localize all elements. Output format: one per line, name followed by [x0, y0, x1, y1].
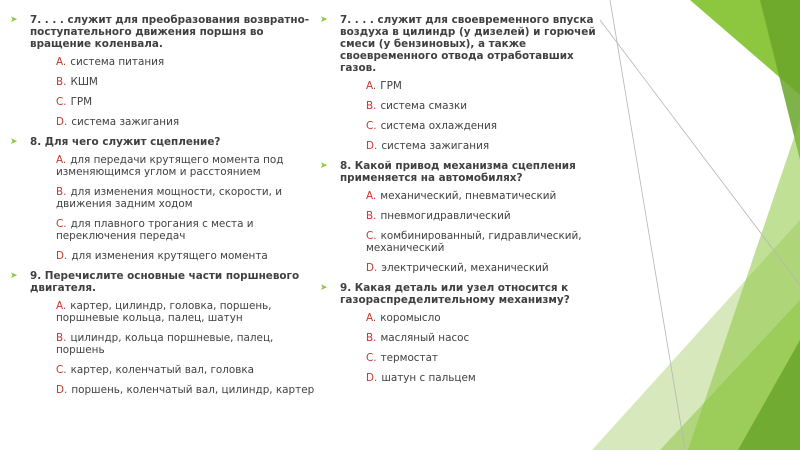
- answer-8d-right: D. электрический, механический: [366, 262, 549, 274]
- answer-8a-left: A. для передачи крутящего момента под изменяющимся углом и расстоянием: [56, 154, 284, 178]
- bullet-arrow-icon: ➤: [320, 161, 328, 171]
- right-column: [320, 14, 602, 392]
- answer-9a-left: A. картер, цилиндр, головка, поршень, поршневые кольца, палец, шатун: [56, 300, 272, 324]
- left-column: [10, 14, 322, 404]
- question-8-right: ➤ 8. Какой привод механизма сцепления применяется на автомобилях?: [320, 160, 576, 184]
- answer-7b-left: B. КШМ: [56, 76, 98, 88]
- answer-8d-left: D. для изменения крутящего момента: [56, 250, 268, 262]
- answer-8c-left: C. для плавного трогания с места и переключения передач: [56, 218, 254, 242]
- bullet-arrow-icon: ➤: [320, 15, 328, 25]
- answer-8a-right: A. механический, пневматический: [366, 190, 557, 202]
- answer-8b-right: B. пневмогидравлический: [366, 210, 511, 222]
- question-7-left: ➤ 7. . . . служит для преобразования возвратно-поступательного движения поршня во вращение коленвала.: [10, 14, 310, 50]
- question-9-right: ➤ 9. Какая деталь или узел относится к газораспределительному механизму?: [320, 282, 570, 306]
- answer-9b-right: B. масляный насос: [366, 332, 470, 344]
- bullet-arrow-icon: ➤: [10, 15, 18, 25]
- top-dark-green-triangle: [760, 0, 800, 160]
- answer-9d-left: D. поршень, коленчатый вал, цилиндр, картер: [56, 384, 315, 396]
- answer-7d-left: D. система зажигания: [56, 116, 180, 128]
- question-9-left: ➤ 9. Перечислите основные части поршневого двигателя.: [10, 270, 300, 294]
- answer-7d-right: D. система зажигания: [366, 140, 490, 152]
- bullet-arrow-icon: ➤: [10, 137, 18, 147]
- answer-9c-right: C. термостат: [366, 352, 438, 364]
- answer-7a-right: A. ГРМ: [366, 80, 402, 92]
- bullet-arrow-icon: ➤: [320, 283, 328, 293]
- bullet-arrow-icon: ➤: [10, 271, 18, 281]
- answer-8b-left: B. для изменения мощности, скорости, и движения задним ходом: [56, 186, 283, 210]
- thin-diagonal-line-1: [610, 0, 685, 450]
- answer-7a-left: A. система питания: [56, 56, 165, 68]
- answer-9b-left: B. цилиндр, кольца поршневые, палец, поршень: [56, 332, 274, 356]
- answer-9d-right: D. шатун с пальцем: [366, 372, 476, 384]
- answer-9a-right: A. коромысло: [366, 312, 441, 324]
- answer-7c-left: C. ГРМ: [56, 96, 93, 108]
- answer-7c-right: C. система охлаждения: [366, 120, 497, 132]
- question-7-right: ➤ 7. . . . служит для своевременного впуска воздуха в цилиндр (у дизелей) и горючей смеси (у бензиновых), а также своевременного отвода отработавших газов.: [320, 14, 596, 74]
- answer-9c-left: C. картер, коленчатый вал, головка: [56, 364, 255, 376]
- answer-8c-right: C. комбинированный, гидравлический, механический: [366, 230, 582, 254]
- question-8-left: ➤ 8. Для чего служит сцепление?: [10, 136, 221, 148]
- answer-7b-right: B. система смазки: [366, 100, 468, 112]
